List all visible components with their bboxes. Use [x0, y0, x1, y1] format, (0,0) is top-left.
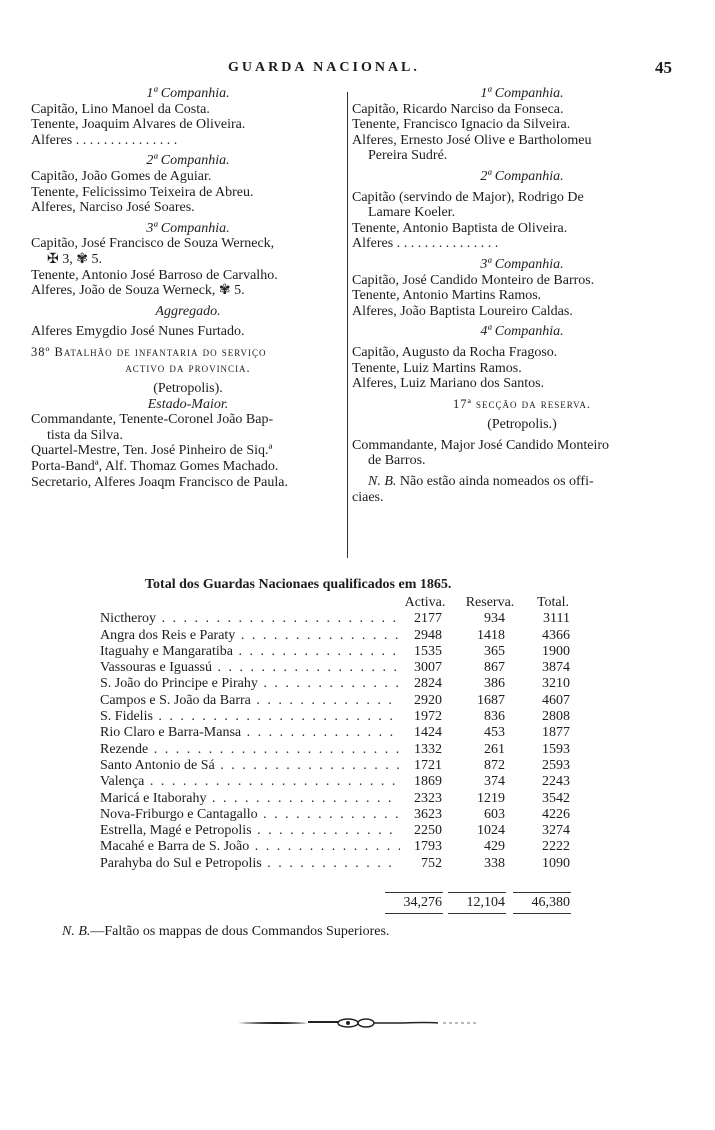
district-name: Macahé e Barra de S. João . . .	[100, 839, 400, 855]
ornament-divider	[238, 1018, 478, 1028]
total-value: 1593	[542, 741, 570, 757]
text-line: Tenente, Joaquim Alvares de Oliveira.	[31, 117, 246, 133]
table-row	[100, 660, 620, 676]
rule	[513, 892, 571, 893]
district-name: Rio Claro e Barra-Mansa . . .	[100, 725, 400, 741]
text-line: Tenente, Antonio Martins Ramos.	[352, 288, 542, 304]
activa-value: 752	[421, 855, 442, 871]
note-line	[352, 474, 692, 490]
activa-value: 1793	[414, 839, 442, 855]
text-line: Tenente, Antonio José Barroso de Carvalho.	[31, 267, 278, 283]
text-line: Porta-Bandª, Alf. Thomaz Gomes Machado.	[31, 459, 279, 475]
text-line: Alferes . . . . . . . . . . . . . . .	[31, 132, 178, 148]
table-header-row	[100, 595, 620, 611]
district-name: Nova-Friburgo e Cantagallo . . .	[100, 807, 400, 823]
reserva-value: 872	[484, 757, 505, 773]
rule	[513, 913, 571, 914]
reserva-value: 374	[484, 774, 505, 790]
activa-value: 2824	[414, 676, 442, 692]
table-row	[100, 774, 620, 790]
activa-value: 1535	[414, 643, 442, 659]
district-name: S. Fidelis . . .	[100, 709, 400, 725]
total-value: 2222	[542, 839, 570, 855]
table-title: Total dos Guardas Nacionaes qualificados em 1865.	[145, 577, 452, 592]
activa-value: 2920	[414, 692, 442, 708]
table-row	[100, 693, 620, 709]
table-row	[100, 709, 620, 725]
column-header-total: Total.	[536, 595, 570, 610]
text-line: Capitão, José Francisco de Souza Werneck,	[31, 236, 275, 252]
text-line: Alferes, Luiz Mariano dos Santos.	[352, 376, 545, 392]
table-row	[100, 628, 620, 644]
activa-value: 2177	[414, 611, 442, 627]
section-heading: 17ª secção da reserva.	[452, 396, 592, 411]
reserva-value: 365	[484, 643, 505, 659]
table-row	[100, 644, 620, 660]
note-label: N. B.	[368, 474, 397, 490]
note-line: ciaes.	[352, 489, 384, 505]
text-line: Tenente, Luiz Martins Ramos.	[352, 360, 522, 376]
activa-value: 2250	[414, 823, 442, 839]
district-name: Santo Antonio de Sá . . .	[100, 758, 400, 774]
total-reserva: 12,104	[466, 895, 505, 910]
district-name: Valença . . .	[100, 774, 400, 790]
table-row	[100, 758, 620, 774]
reserva-value: 429	[484, 839, 505, 855]
activa-value: 2948	[414, 627, 442, 643]
text-line: Secretario, Alferes Joaqm Francisco de Paula.	[31, 474, 288, 490]
reserva-value: 453	[484, 725, 505, 741]
reserva-value: 836	[484, 709, 505, 725]
district-name: Parahyba do Sul e Petropolis . . .	[100, 856, 400, 872]
text-line: Pereira Sudré.	[368, 148, 448, 164]
running-header	[0, 60, 715, 80]
total-value: 3111	[543, 611, 570, 627]
battalion-heading: 38º Batalhão de infantaria do serviço	[31, 344, 267, 359]
rule	[448, 892, 506, 893]
footnote	[62, 924, 389, 940]
total-value: 4607	[542, 692, 570, 708]
section-heading: 1ª Companhia.	[480, 86, 564, 101]
reserva-value: 934	[484, 611, 505, 627]
text-line: Capitão, Augusto da Rocha Fragoso.	[352, 344, 558, 360]
rule	[385, 913, 443, 914]
total-value: 1877	[542, 725, 570, 741]
total-value: 2808	[542, 709, 570, 725]
section-heading: 2ª Companhia.	[146, 153, 230, 169]
table-row	[100, 856, 620, 872]
table-row	[100, 807, 620, 823]
column-header-activa: Activa.	[404, 595, 446, 610]
text-line: Capitão, Lino Manoel da Costa.	[31, 101, 210, 117]
district-name: Estrella, Magé e Petropolis . . .	[100, 823, 400, 839]
total-value: 4226	[542, 806, 570, 822]
district-name: Maricá e Itaborahy . . .	[100, 791, 400, 807]
text-line: Quartel-Mestre, Ten. José Pinheiro de Siq.ª	[31, 443, 273, 459]
section-heading: Aggregado.	[155, 303, 221, 319]
page-title: GUARDA NACIONAL.	[228, 60, 420, 75]
activa-value: 1721	[414, 757, 442, 773]
section-heading: 3ª Companhia.	[480, 256, 564, 272]
total-activa: 34,276	[403, 895, 442, 910]
district-name: Itaguahy e Mangaratiba . . .	[100, 644, 400, 660]
reserva-value: 338	[484, 855, 505, 871]
text-line: Alferes, João Baptista Loureiro Caldas.	[352, 303, 573, 319]
activa-value: 3007	[414, 660, 442, 676]
section-heading: 4ª Companhia.	[480, 324, 564, 340]
reserva-value: 1219	[477, 790, 505, 806]
total-value: 4366	[542, 627, 570, 643]
total-value: 3542	[542, 790, 570, 806]
text-line: Alferes Emygdio José Nunes Furtado.	[31, 324, 245, 340]
text-line: de Barros.	[368, 453, 426, 469]
text-line: Capitão, João Gomes de Aguiar.	[31, 168, 212, 184]
text-line: Alferes, Narciso José Soares.	[31, 200, 195, 216]
place-label: (Petropolis).	[153, 381, 223, 397]
table-row	[100, 839, 620, 855]
text-line: Lamare Koeler.	[368, 205, 456, 221]
section-heading: 2ª Companhia.	[480, 168, 564, 184]
column-divider	[347, 92, 348, 558]
text-line: ✠ 3, ✾ 5.	[47, 251, 102, 267]
table-row	[100, 742, 620, 758]
activa-value: 3623	[414, 806, 442, 822]
table-row	[100, 676, 620, 692]
total-total: 46,380	[531, 895, 570, 910]
text-line: Tenente, Antonio Baptista de Oliveira.	[352, 220, 568, 236]
total-value: 2243	[542, 774, 570, 790]
text-line: Tenente, Francisco Ignacio da Silveira.	[352, 117, 571, 133]
reserva-value: 1024	[477, 823, 505, 839]
text-line: Alferes . . . . . . . . . . . . . . .	[352, 236, 499, 252]
table-row	[100, 791, 620, 807]
text-line: Capitão, Ricardo Narciso da Fonseca.	[352, 101, 564, 117]
page-number: 45	[655, 58, 672, 77]
activa-value: 1424	[414, 725, 442, 741]
text-line: Tenente, Felicissimo Teixeira de Abreu.	[31, 184, 254, 200]
note-text: Não estão ainda nomeados os offi-	[399, 474, 594, 490]
text-line: Alferes, João de Souza Werneck, ✾ 5.	[31, 283, 245, 299]
table-row	[100, 725, 620, 741]
reserva-value: 1418	[477, 627, 505, 643]
district-name: Angra dos Reis e Paraty . . .	[100, 628, 400, 644]
total-value: 3274	[542, 823, 570, 839]
table-row	[100, 611, 620, 627]
totals-row	[100, 892, 620, 914]
total-value: 1900	[542, 643, 570, 659]
district-name: Vassouras e Iguassú . . .	[100, 660, 400, 676]
place-label: (Petropolis.)	[487, 417, 557, 433]
section-heading: 3ª Companhia.	[146, 220, 230, 236]
left-column	[31, 86, 345, 490]
district-name: S. João do Principe e Pirahy . . .	[100, 676, 400, 692]
footnote-label: N. B.	[62, 924, 91, 939]
text-line: Capitão (servindo de Major), Rodrigo De	[352, 189, 584, 205]
rule	[448, 913, 506, 914]
section-heading: Estado-Maior.	[147, 396, 229, 412]
activa-value: 2323	[414, 790, 442, 806]
text-line: Commandante, Major José Candido Monteiro	[352, 437, 610, 453]
activa-value: 1972	[414, 709, 442, 725]
reserva-value: 1687	[477, 692, 505, 708]
right-column	[352, 86, 692, 505]
text-line: Capitão, José Candido Monteiro de Barros.	[352, 272, 595, 288]
reserva-value: 867	[484, 660, 505, 676]
totals-table	[100, 595, 620, 872]
section-heading: 1ª Companhia.	[146, 86, 230, 101]
total-value: 2593	[542, 757, 570, 773]
rule	[385, 892, 443, 893]
total-value: 3210	[542, 676, 570, 692]
text-line: Commandante, Tenente-Coronel João Bap-	[31, 412, 274, 428]
footnote-text: —Faltão os mappas de dous Commandos Superiores.	[90, 924, 390, 939]
total-value: 3874	[542, 660, 570, 676]
table-row	[100, 823, 620, 839]
district-name: Nictheroy . . .	[100, 611, 400, 627]
reserva-value: 603	[484, 806, 505, 822]
text-line: Alferes, Ernesto José Olive e Bartholomeu	[352, 132, 592, 148]
column-header-reserva: Reserva.	[465, 595, 515, 610]
activa-value: 1332	[414, 741, 442, 757]
district-name: Campos e S. João da Barra . . .	[100, 693, 400, 709]
activa-value: 1869	[414, 774, 442, 790]
district-name: Rezende . . .	[100, 742, 400, 758]
total-value: 1090	[542, 855, 570, 871]
battalion-heading: activo da provincia.	[125, 360, 251, 375]
text-line: tista da Silva.	[47, 427, 123, 443]
reserva-value: 261	[484, 741, 505, 757]
reserva-value: 386	[484, 676, 505, 692]
